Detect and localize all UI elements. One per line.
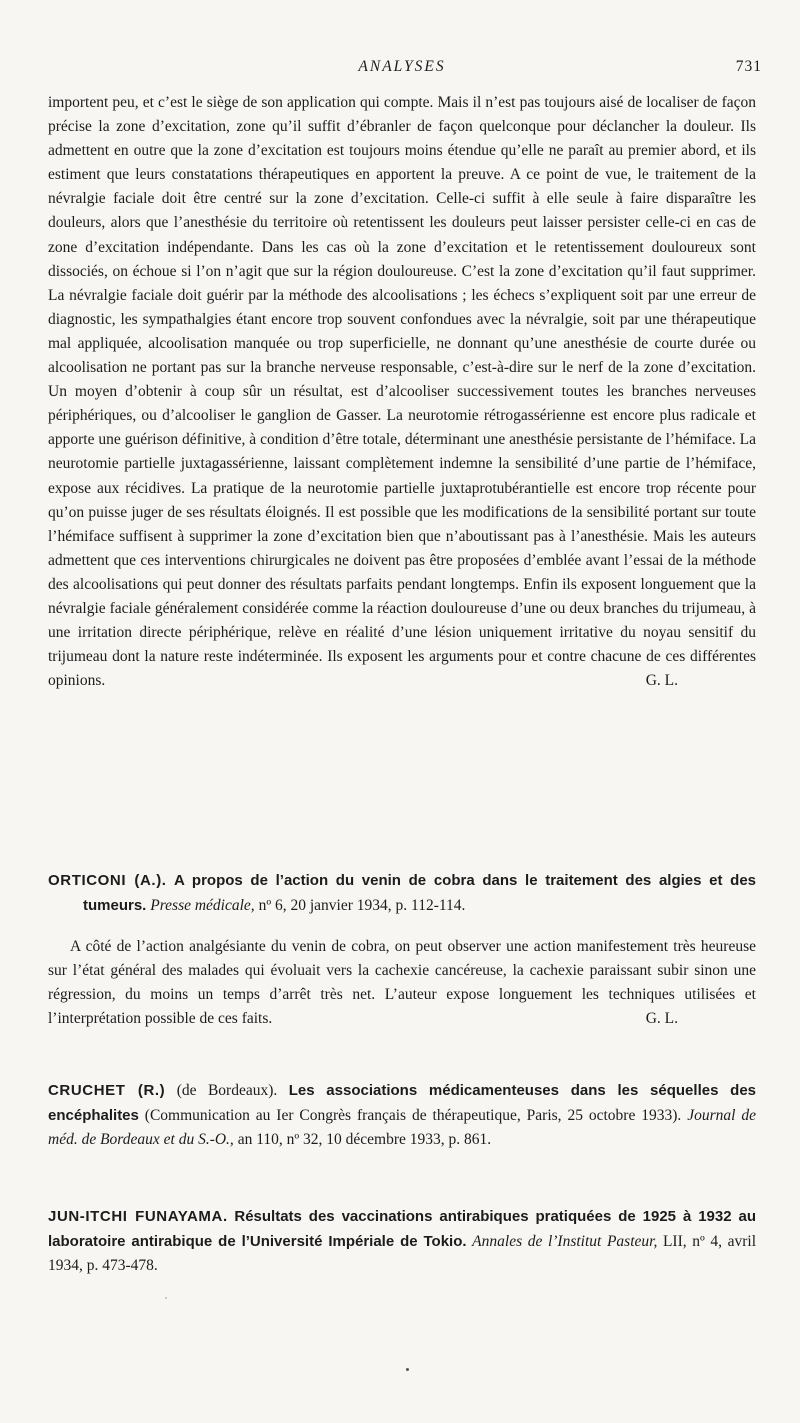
entry-citation: nº 6, 20 janvier 1934, p. 112-114. <box>258 896 466 914</box>
abstract-text: importent peu, et c’est le siège de son application qui compte. Mais il n’est pas toujours aisé de localiser de façon précise la zone d’excitation, zone qu’il suffit d’ébranler de façon quelconque pour déclancher la douleur. Ils admettent en outre que la zone d’excitation est toujours moins étendue qu’elle ne paraît au premier abord, et ils estiment que leurs constatations thérapeutiques en apportent la preuve. A ce point de vue, le traitement de la névralgie faciale doit être centré sur la zone d’excitation. Celle-ci suffit à elle seule à faire disparaître les douleurs, alors que l’anesthésie du territoire où retentissent les douleurs peut laisser persister celle-ci en cas de zone d’excitation indépendante. Dans les cas où la zone d’excitation et le retentissement douloureux sont dissociés, on échoue si l’on n’agit que sur la région douloureuse. C’est la zone d’excitation qu’il faut supprimer. La névralgie faciale doit guérir par la méthode des alcoolisations ; les échecs s’expliquent soit par une erreur de diagnostic, les sympathalgies étant encore trop souvent confondues avec la névralgie, soit par une thérapeutique mal appliquée, alcoolisation manquée ou trop superficielle, ne donnant qu’une anesthésie de courte durée ou alcoolisation ne portant pas sur la branche nerveuse responsable, c’est-à-dire sur le nerf de la zone d’excitation. Un moyen d’obtenir à coup sûr un résultat, est d’alcooliser successivement toutes les branches nerveuses périphériques, ou d’alcooliser le ganglion de Gasser. La neurotomie rétrogassérienne est encore plus radicale et apporte une guérison définitive, à condition d’être totale, déterminant une anesthésie persistante de l’hémiface. La neurotomie partielle juxtagassérienne, laissant complètement indemne la sensibilité d’une partie de l’hémiface, expose aux récidives. La pratique de la neurotomie partielle juxtaprotubérantielle est encore trop récente pour qu’on puisse juger de ses résultats éloignés. Il est possible que les modifications de la sensibilité portant sur toute l’hémiface suffisent à supprimer la zone d’excitation bien que n’aboutissant pas à l’anesthésie. Mais les auteurs admettent que ces interventions chirurgicales ne doivent pas être proposées d’emblée avant l’essai de la méthode des alcoolisations qui peut donner des résultats parfaits pendant longtemps. Enfin ils exposent longuement que la névralgie faciale généralement considérée comme la réaction douloureuse d’une ou deux branches du trijumeau, à une irritation directe périphérique, relève en réalité d’une lésion uniquement irritative du noyau sensitif du trijumeau dont la nature reste indéterminée. Ils exposent les arguments pour et contre chacune de ces différentes opinions. <box>48 94 756 690</box>
print-speck <box>165 1297 167 1299</box>
entry-title: Les associations médicamenteuses dans les séquelles des encéphalites <box>48 1082 757 1124</box>
page-number: 731 <box>735 58 762 75</box>
entry-author: JUN-ITCHI FUNAYAMA. <box>48 1208 228 1225</box>
entry-note: (Communication au Ier Congrès français de thérapeutique, Paris, 25 octobre 1933). <box>144 1106 682 1124</box>
abstract-signature: G. L. <box>645 1010 678 1028</box>
entry-title: A propos de l’action du venin de cobra dans le traitement des algies et des tumeurs. <box>83 872 757 914</box>
running-title: ANALYSES <box>358 58 446 75</box>
entry-affiliation: (de Bordeaux). <box>176 1082 278 1099</box>
entry-citation: an 110, nº 32, 10 décembre 1933, p. 861. <box>237 1131 492 1149</box>
print-dot <box>406 1368 409 1371</box>
entry-journal: Annales de l’Institut Pasteur, <box>472 1232 658 1250</box>
abstract-signature: G. L. <box>645 672 678 690</box>
continued-abstract <box>48 91 756 693</box>
entry-journal: Journal de méd. de Bordeaux et du S.-O., <box>48 1106 756 1149</box>
entry-heading-funayama <box>48 1205 756 1279</box>
entry-author: ORTICONI (A.). <box>48 872 167 889</box>
entry-heading-orticoni <box>48 869 756 918</box>
entry-citation: LII, nº 4, avril 1934, p. 473-478. <box>48 1232 757 1275</box>
running-head <box>48 58 762 78</box>
entry-author: CRUCHET (R.) <box>48 1082 166 1099</box>
entry-journal: Presse médicale, <box>150 896 255 914</box>
entry-heading-cruchet <box>48 1079 756 1153</box>
entry-abstract-orticoni <box>48 935 756 1031</box>
abstract-text: A côté de l’action analgésiante du venin de cobra, on peut observer une action manifestement très heureuse sur l’état général des malades qui évoluait vers la cachexie cancéreuse, la cachexie paraissant subir sinon une régression, du moins un temps d’arrêt très net. L’auteur expose longuement les techniques utilisées et l’interprétation possible de ces faits. <box>48 938 756 1028</box>
entry-title: Résultats des vaccinations antirabiques pratiquées de 1925 à 1932 au laboratoire antirabique de l’Université Impériale de Tokio. <box>48 1208 756 1250</box>
